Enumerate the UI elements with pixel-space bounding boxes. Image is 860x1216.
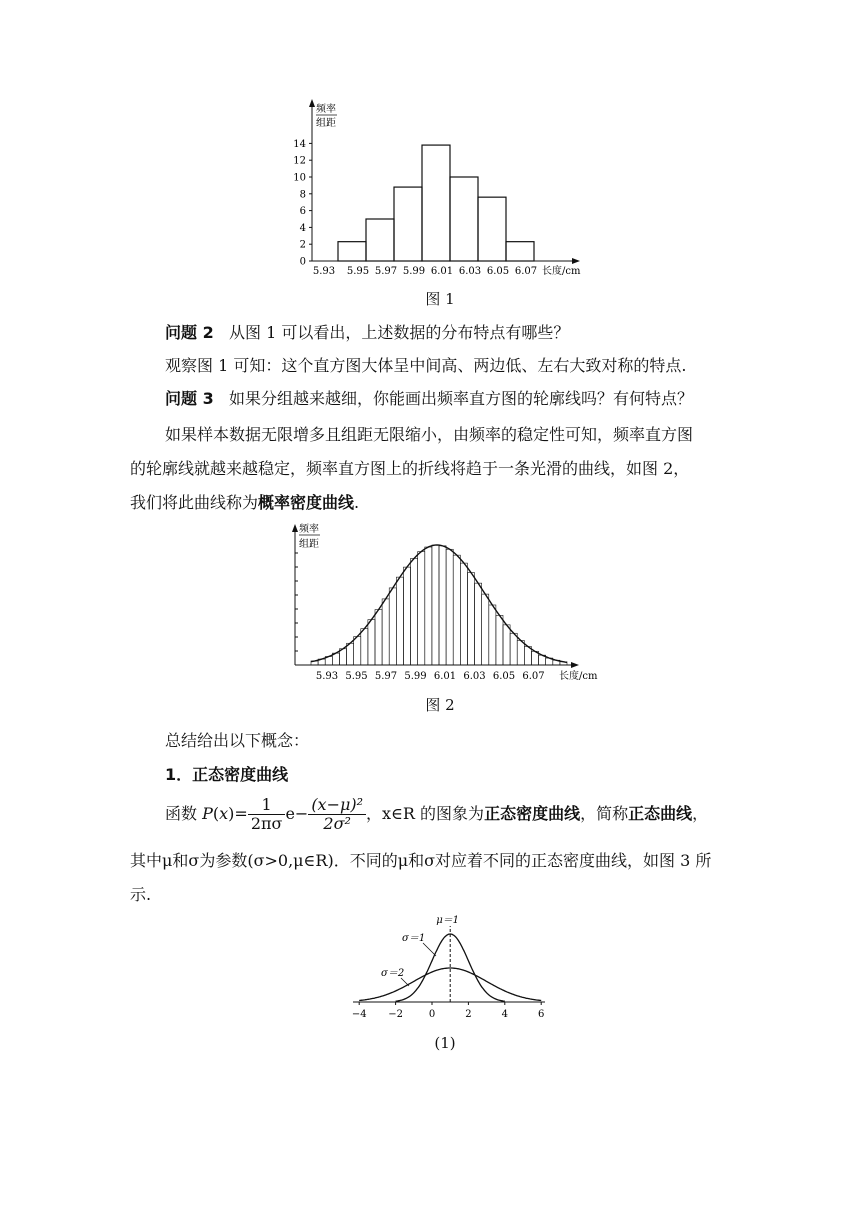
fine-bin-bar xyxy=(432,545,439,665)
x-tick-label: 6.03 xyxy=(458,266,482,277)
x-tick-label: 5.95 xyxy=(345,671,368,682)
figure3-normal-curves xyxy=(345,910,555,1030)
def-mid: ，简称 xyxy=(580,804,629,823)
term-normal-curve: 正态曲线 xyxy=(628,804,693,823)
x-tick-label: 4 xyxy=(501,1009,508,1020)
fine-bin-bar xyxy=(517,640,524,665)
question2-text: 从图 1 可以看出，上述数据的分布特点有哪些？ xyxy=(228,323,570,342)
paragraph1-line3-post: . xyxy=(354,493,360,512)
def-fraction2: $\frac{\text{(x−μ)²}}{\text{2σ²}}$ xyxy=(308,796,366,833)
def-P: P xyxy=(202,804,213,823)
x-tick-label: 6.01 xyxy=(430,266,454,277)
histogram-bar xyxy=(506,242,534,261)
fine-bin-bar xyxy=(375,610,382,665)
summary-text: 总结给出以下概念： xyxy=(165,731,310,750)
def-e: e xyxy=(285,804,295,823)
fine-bin-bar xyxy=(453,555,460,665)
section1-number: 1 xyxy=(165,765,177,784)
normal-density-definition: 函数 P(x)= $\frac{1}{2\pi\sigma}$ e− $\frac{\text{(x−μ)²}}{\text{2σ²}}$ ，x∈R 的图象为正态密度曲线，简称正态曲线， xyxy=(165,795,709,833)
section1-heading: 1．正态密度曲线 xyxy=(165,765,289,784)
def-domain: ，x∈R 的图象为 xyxy=(366,804,485,823)
fine-bin-bar xyxy=(368,620,375,665)
histogram-bar xyxy=(478,197,506,261)
fine-bin-bar xyxy=(382,599,389,665)
fine-bin-bar xyxy=(361,629,368,665)
fine-bin-bar xyxy=(446,549,453,665)
fine-bin-bar xyxy=(467,573,474,665)
fine-bin-bar xyxy=(489,605,496,665)
def-end: ， xyxy=(692,804,709,823)
y-tick-label: 2 xyxy=(299,239,306,251)
fine-bin-bar xyxy=(403,567,410,665)
x-tick-label: 0 xyxy=(428,1009,436,1020)
x-tick-label: 2 xyxy=(465,1009,472,1020)
x-axis-arrow xyxy=(572,258,580,264)
fine-bin-bar xyxy=(354,637,361,665)
def-x: x xyxy=(219,804,229,823)
fine-bin-bar xyxy=(475,583,482,665)
figure2-caption: 图 2 xyxy=(425,696,455,714)
x-tick-label: 5.93 xyxy=(312,266,336,277)
y-label-top: 频率 xyxy=(316,104,336,115)
mu-label: μ＝1 xyxy=(436,915,460,926)
x-tick-label: 6.05 xyxy=(492,671,516,682)
figure1-histogram xyxy=(280,95,620,285)
question2 xyxy=(165,320,569,343)
section1-title: 正态密度曲线 xyxy=(192,765,289,784)
x-axis-label: 长度/cm xyxy=(559,671,598,682)
y-tick-label: 6 xyxy=(299,206,306,218)
parameters-line: 其中μ和σ为参数(σ>0,μ∈R)．不同的μ和σ对应着不同的正态密度曲线，如图 3 所 xyxy=(130,851,712,870)
histogram-bar xyxy=(366,219,394,261)
fine-bin-bar xyxy=(396,577,403,665)
fine-bin-bar xyxy=(425,547,432,665)
y-axis-arrow xyxy=(292,524,298,532)
figure2-density-histogram xyxy=(285,520,615,690)
fine-bin-bar xyxy=(524,647,531,665)
fine-bin-bar xyxy=(482,594,489,665)
figure3-caption: (1) xyxy=(434,1034,456,1052)
x-axis-label: 长度/cm xyxy=(542,266,581,277)
x-tick-label: 5.99 xyxy=(404,671,427,682)
question3-label: 问题 3 xyxy=(165,389,214,408)
x-tick-label: 5.95 xyxy=(346,266,370,277)
fine-bin-bar xyxy=(496,615,503,665)
paragraph1-line3-pre: 我们将此曲线称为 xyxy=(130,493,259,512)
term-normal-density-curve: 正态密度曲线 xyxy=(484,804,581,823)
question2-label: 问题 2 xyxy=(165,323,214,342)
y-label-bottom: 组距 xyxy=(316,118,336,129)
x-tick-label: −2 xyxy=(388,1009,403,1020)
fine-bin-bar xyxy=(389,588,396,665)
fine-bin-bar xyxy=(411,558,418,665)
fine-bin-bar xyxy=(347,643,354,665)
histogram-bar xyxy=(422,145,450,261)
x-tick-label: 5.97 xyxy=(374,671,398,682)
paragraph1-line3 xyxy=(130,490,359,513)
figure1-caption: 图 1 xyxy=(425,290,455,308)
def-pre: 函数 xyxy=(165,804,198,823)
fine-bin-bar xyxy=(418,552,425,665)
sigma2-label: σ＝2 xyxy=(381,968,405,979)
x-tick-label: 5.97 xyxy=(374,266,398,277)
x-tick-label: 5.99 xyxy=(402,266,426,277)
y-tick-label: 14 xyxy=(293,138,306,150)
x-tick-label: 6.03 xyxy=(463,671,486,682)
x-tick-label: 6.05 xyxy=(486,266,510,277)
x-axis-arrow xyxy=(571,662,579,668)
fine-bin-bar xyxy=(460,563,467,665)
question3 xyxy=(165,386,693,409)
histogram-bar xyxy=(394,187,422,261)
paragraph1-line1: 如果样本数据无限增多且组距无限缩小，由频率的稳定性可知，频率直方图 xyxy=(165,425,694,444)
term-probability-density-curve: 概率密度曲线 xyxy=(258,493,355,512)
def-minus: − xyxy=(294,804,309,823)
paragraph1-line2: 的轮廓线就越来越稳定，频率直方图上的折线将趋于一条光滑的曲线，如图 2， xyxy=(130,459,690,478)
fine-bin-bar xyxy=(439,546,446,665)
sigma1-pointer xyxy=(423,943,436,956)
histogram-bar xyxy=(450,177,478,261)
y-label-bottom: 组距 xyxy=(299,539,319,550)
y-tick-label: 10 xyxy=(293,172,306,184)
def-eq: = xyxy=(234,804,248,823)
question3-text: 如果分组越来越细，你能画出频率直方图的轮廓线吗？有何特点？ xyxy=(228,389,693,408)
x-tick-label: 6.01 xyxy=(433,671,457,682)
sigma2-pointer xyxy=(401,978,409,986)
y-axis-arrow xyxy=(309,99,315,107)
parameters-line2: 示. xyxy=(130,885,152,904)
x-tick-label: 6.07 xyxy=(522,671,545,682)
fine-bin-bar xyxy=(510,633,517,665)
def-fraction1: $\frac{1}{2\pi\sigma}$ xyxy=(248,796,286,833)
y-label-top: 频率 xyxy=(299,524,319,535)
sigma1-label: σ＝1 xyxy=(402,933,426,944)
x-tick-label: 6 xyxy=(538,1009,545,1020)
observation: 观察图 1 可知：这个直方图大体呈中间高、两边低、左右大致对称的特点. xyxy=(165,356,687,375)
fine-bin-bar xyxy=(503,625,510,665)
x-tick-label: −4 xyxy=(351,1009,367,1020)
y-tick-label: 0 xyxy=(299,256,306,268)
x-tick-label: 5.93 xyxy=(315,671,339,682)
histogram-bar xyxy=(338,242,366,261)
y-tick-label: 12 xyxy=(293,155,306,167)
y-tick-label: 4 xyxy=(299,222,306,234)
x-tick-label: 6.07 xyxy=(514,266,538,277)
y-tick-label: 8 xyxy=(299,189,306,201)
